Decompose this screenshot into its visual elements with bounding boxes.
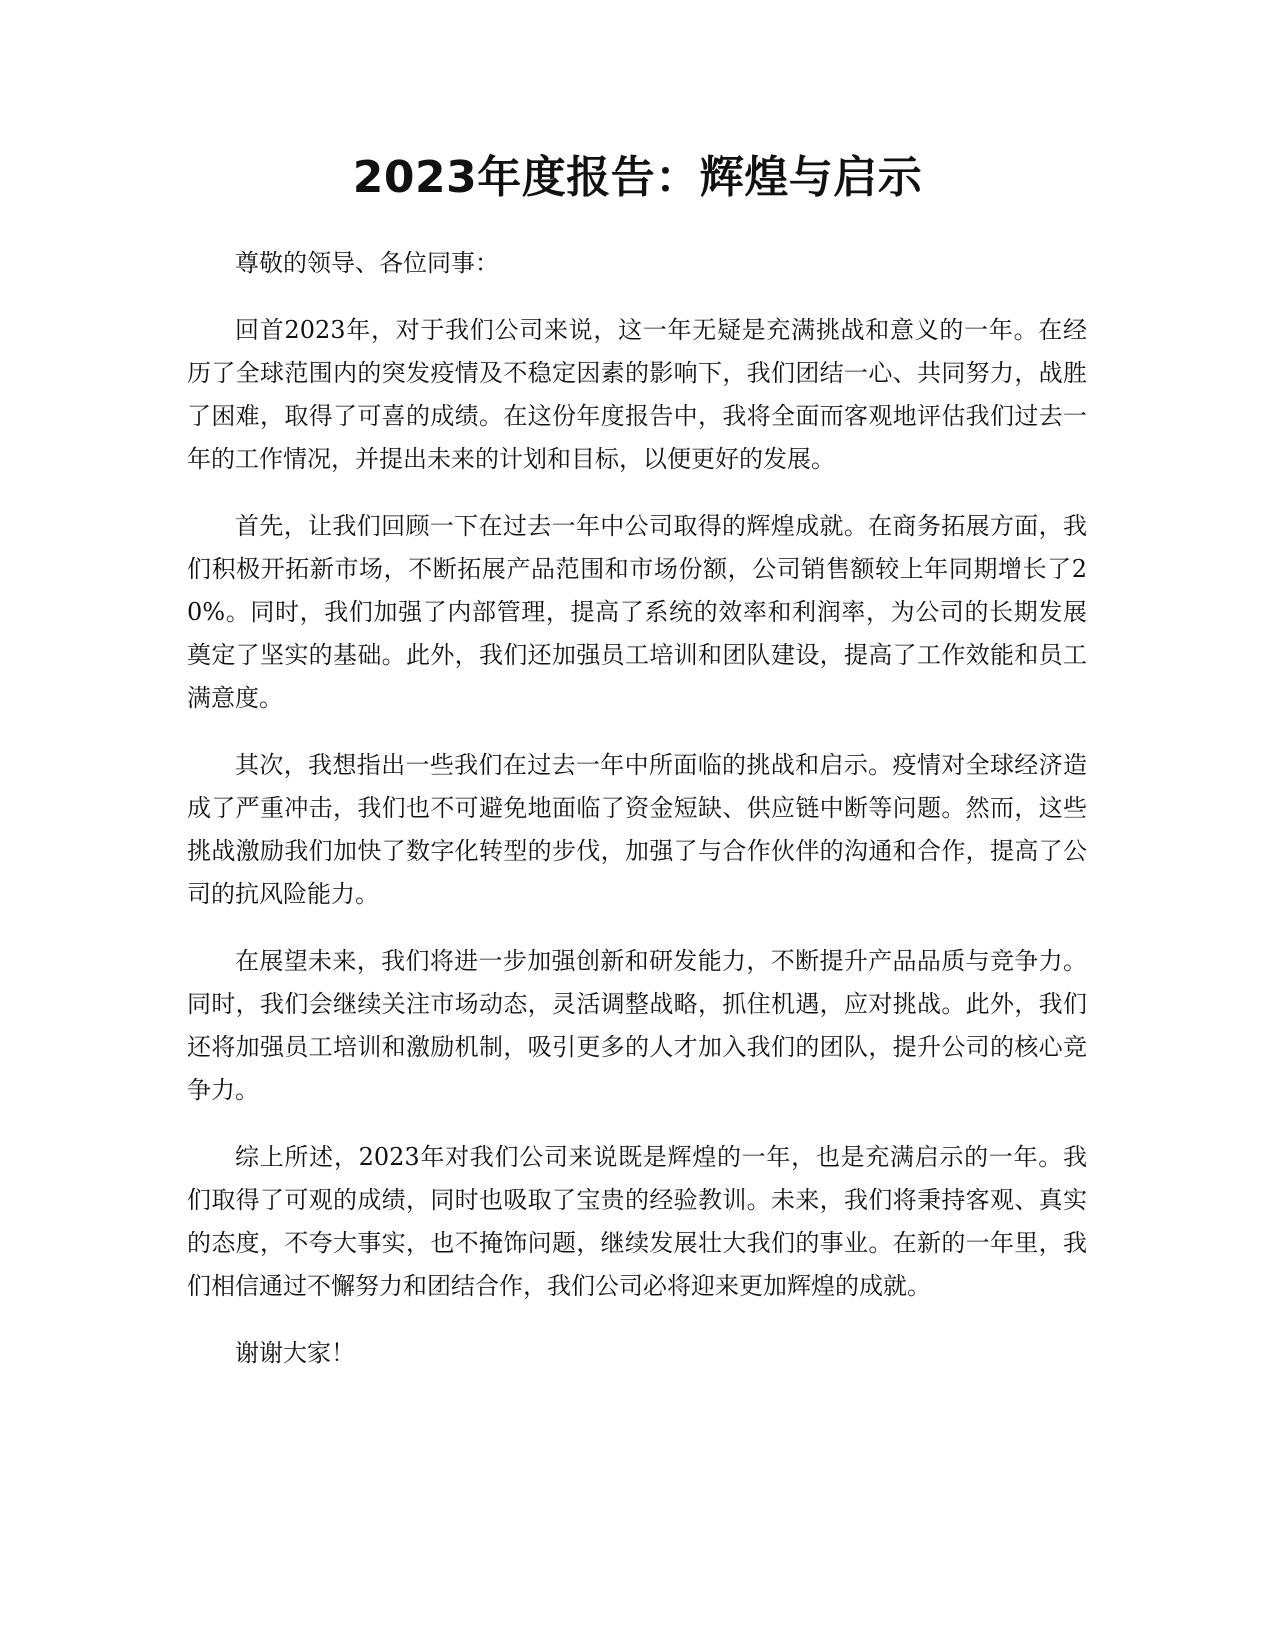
salutation-paragraph: 尊敬的领导、各位同事： bbox=[235, 249, 499, 277]
document-title: 2023年度报告：辉煌与启示 bbox=[352, 152, 923, 203]
achievements-paragraph: 首先，让我们回顾一下在过去一年中公司取得的辉煌成就。在商务拓展方面，我们积极开拓新市场，不断拓展产品范围和市场份额，公司销售额较上年同期增长了20%。同时，我们加强了内部管理，提高了系统的效率和利润率，为公司的长期发展奠定了坚实的基础。此外，我们还加强员工培训和团队建设，提高了工作效能和员工满意度。 bbox=[187, 512, 1087, 712]
closing-paragraph: 谢谢大家！ bbox=[235, 1339, 355, 1367]
challenges-paragraph: 其次，我想指出一些我们在过去一年中所面临的挑战和启示。疫情对全球经济造成了严重冲击，我们也不可避免地面临了资金短缺、供应链中断等问题。然而，这些挑战激励我们加快了数字化转型的步伐，加强了与合作伙伴的沟通和合作，提高了公司的抗风险能力。 bbox=[187, 751, 1087, 908]
intro-paragraph: 回首2023年，对于我们公司来说，这一年无疑是充满挑战和意义的一年。在经历了全球范围内的突发疫情及不稳定因素的影响下，我们团结一心、共同努力，战胜了困难，取得了可喜的成绩。在这份年度报告中，我将全面而客观地评估我们过去一年的工作情况，并提出未来的计划和目标，以便更好的发展。 bbox=[187, 316, 1087, 473]
document-body bbox=[187, 242, 1087, 1399]
outlook-paragraph: 在展望未来，我们将进一步加强创新和研发能力，不断提升产品品质与竞争力。同时，我们会继续关注市场动态，灵活调整战略，抓住机遇，应对挑战。此外，我们还将加强员工培训和激励机制，吸引更多的人才加入我们的团队，提升公司的核心竞争力。 bbox=[187, 947, 1087, 1104]
summary-paragraph: 综上所述，2023年对我们公司来说既是辉煌的一年，也是充满启示的一年。我们取得了可观的成绩，同时也吸取了宝贵的经验教训。未来，我们将秉持客观、真实的态度，不夸大事实，也不掩饰问题，继续发展壮大我们的事业。在新的一年里，我们相信通过不懈努力和团结合作，我们公司必将迎来更加辉煌的成就。 bbox=[187, 1143, 1087, 1300]
